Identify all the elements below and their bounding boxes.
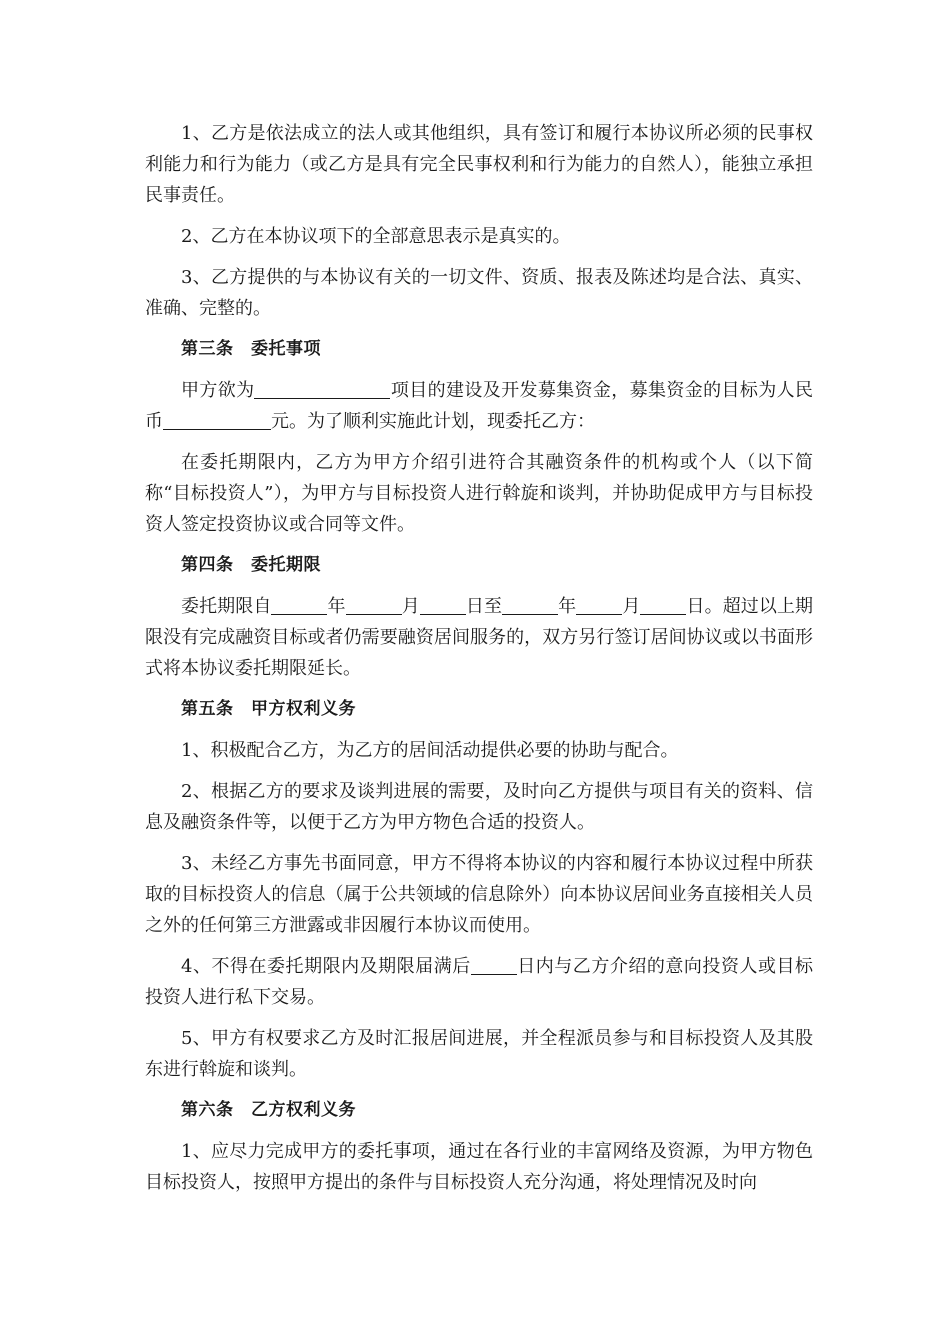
fill-blank [576, 594, 622, 615]
fill-blank [471, 954, 517, 975]
clause-paragraph: 5、甲方有权要求乙方及时汇报居间进展，并全程派员参与和目标投资人及其股东进行斡旋和谈判。 [145, 1028, 813, 1080]
clause-paragraph: 2、根据乙方的要求及谈判进展的需要，及时向乙方提供与项目有关的资料、信息及融资条件等，以便于乙方为甲方物色合适的投资人。 [145, 781, 813, 833]
fill-blank [502, 594, 558, 615]
clause-paragraph: 2、乙方在本协议项下的全部意思表示是真实的。 [181, 226, 571, 247]
article-heading: 第六条 乙方权利义务 [181, 1100, 356, 1120]
fill-blank [346, 594, 402, 615]
fill-blank [254, 378, 390, 399]
document-body [145, 118, 813, 1208]
clause-paragraph: 3、乙方提供的与本协议有关的一切文件、资质、报表及陈述均是合法、真实、准确、完整的。 [145, 267, 813, 319]
clause-paragraph: 1、应尽力完成甲方的委托事项，通过在各行业的丰富网络及资源，为甲方物色目标投资人，按照甲方提出的条件与目标投资人充分沟通，将处理情况及时向 [145, 1141, 813, 1193]
fill-blank [420, 594, 466, 615]
clause-paragraph: 甲方欲为 项目的建设及开发募集资金，募集资金的目标为人民币 元。为了顺利实施此计划，现委托乙方： [145, 380, 814, 432]
fill-blank [271, 594, 327, 615]
clause-paragraph: 1、积极配合乙方，为乙方的居间活动提供必要的协助与配合。 [181, 740, 679, 761]
clause-paragraph: 1、乙方是依法成立的法人或其他组织，具有签订和履行本协议所必须的民事权利能力和行为能力（或乙方是具有完全民事权利和行为能力的自然人），能独立承担民事责任。 [145, 123, 813, 206]
article-heading: 第五条 甲方权利义务 [181, 699, 356, 719]
article-heading: 第三条 委托事项 [181, 339, 321, 359]
fill-blank [163, 409, 271, 430]
article-heading: 第四条 委托期限 [181, 555, 321, 575]
clause-paragraph: 4、不得在委托期限内及期限届满后 日内与乙方介绍的意向投资人或目标投资人进行私下交易。 [145, 956, 814, 1008]
clause-paragraph: 委托期限自 年 月 日至 年 月 日。超过以上期限没有完成融资目标或者仍需要融资居间服务的，双方另行签订居间协议或以书面形式将本协议委托期限延长。 [145, 596, 814, 679]
clause-paragraph: 3、未经乙方事先书面同意，甲方不得将本协议的内容和履行本协议过程中所获取的目标投资人的信息（属于公共领域的信息除外）向本协议居间业务直接相关人员之外的任何第三方泄露或非因履行本协议而使用。 [145, 853, 813, 936]
fill-blank [640, 594, 686, 615]
clause-paragraph: 在委托期限内，乙方为甲方介绍引进符合其融资条件的机构或个人（以下简称“目标投资人”），为甲方与目标投资人进行斡旋和谈判，并协助促成甲方与目标投资人签定投资协议或合同等文件。 [145, 452, 813, 535]
